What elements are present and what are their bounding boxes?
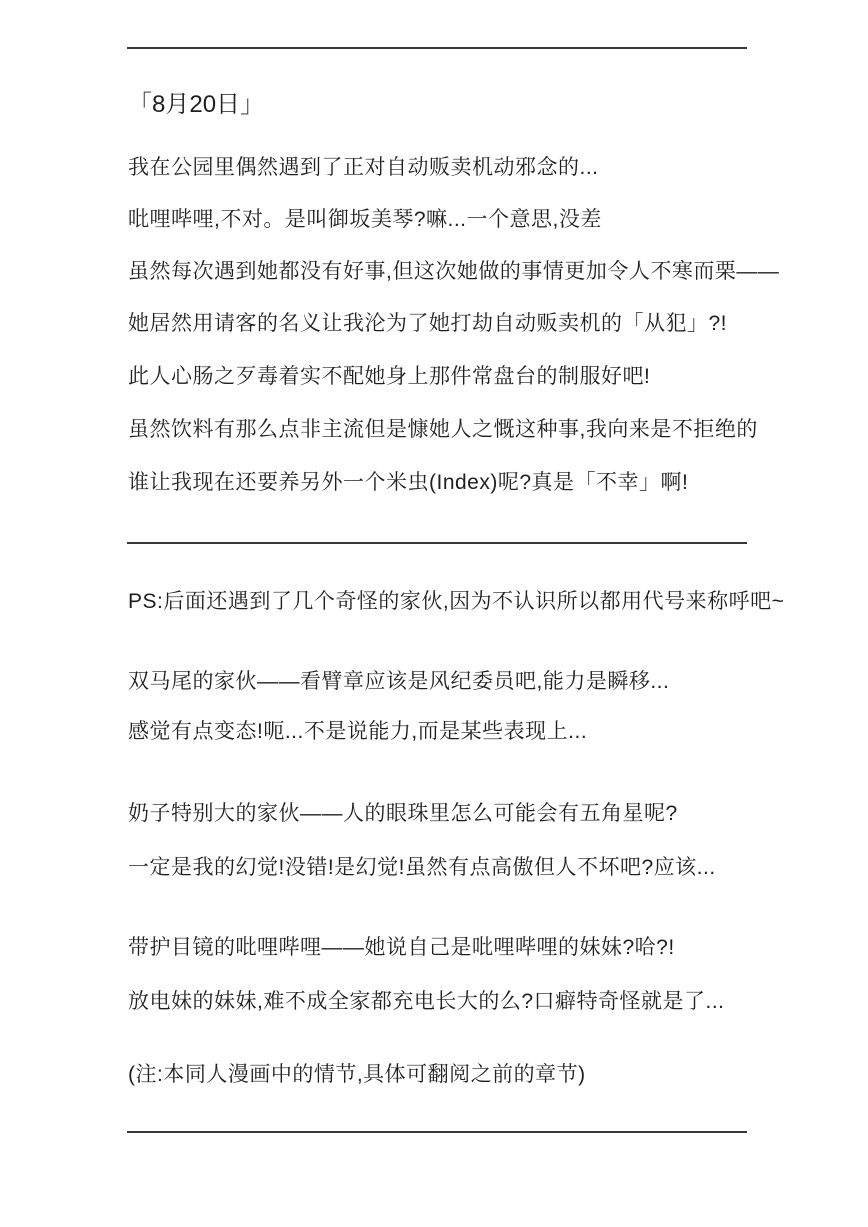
note-goggles-line-2: 放电妹的妹妹,难不成全家都充电长大的么?口癖特奇怪就是了... bbox=[128, 990, 725, 1013]
entry-line-6: 虽然饮料有那么点非主流但是慷她人之慨这种事,我向来是不拒绝的 bbox=[128, 418, 758, 441]
ps-intro-line: PS:后面还遇到了几个奇怪的家伙,因为不认识所以都用代号来称呼吧~ bbox=[128, 590, 785, 613]
note-twintails-line-1: 双马尾的家伙——看臂章应该是风纪委员吧,能力是瞬移... bbox=[128, 670, 670, 693]
note-goggles-line-1: 带护目镜的吡哩哔哩——她说自己是吡哩哔哩的妹妹?哈?! bbox=[128, 936, 675, 959]
note-starry-eyes-line-2: 一定是我的幻觉!没错!是幻觉!虽然有点高傲但人不坏吧?应该... bbox=[128, 856, 716, 879]
divider-bottom bbox=[127, 1131, 747, 1133]
entry-line-5: 此人心肠之歹毒着实不配她身上那件常盘台的制服好吧! bbox=[128, 365, 651, 388]
entry-line-4: 她居然用请客的名义让我沦为了她打劫自动贩卖机的「从犯」?! bbox=[128, 312, 728, 335]
entry-date-heading: 「8月20日」 bbox=[128, 91, 265, 118]
divider-top bbox=[127, 47, 747, 49]
note-twintails-line-2: 感觉有点变态!呃...不是说能力,而是某些表现上... bbox=[128, 720, 588, 743]
entry-line-3: 虽然每次遇到她都没有好事,但这次她做的事情更加令人不寒而栗—— bbox=[128, 260, 780, 283]
entry-line-1: 我在公园里偶然遇到了正对自动贩卖机动邪念的... bbox=[128, 156, 599, 179]
entry-line-2: 吡哩哔哩,不对。是叫御坂美琴?嘛...一个意思,没差 bbox=[128, 208, 602, 231]
footnote-line: (注:本同人漫画中的情节,具体可翻阅之前的章节) bbox=[128, 1063, 586, 1086]
entry-line-7: 谁让我现在还要养另外一个米虫(Index)呢?真是「不幸」啊! bbox=[128, 471, 689, 494]
divider-middle bbox=[127, 542, 747, 544]
note-starry-eyes-line-1: 奶子特别大的家伙——人的眼珠里怎么可能会有五角星呢? bbox=[128, 802, 678, 825]
